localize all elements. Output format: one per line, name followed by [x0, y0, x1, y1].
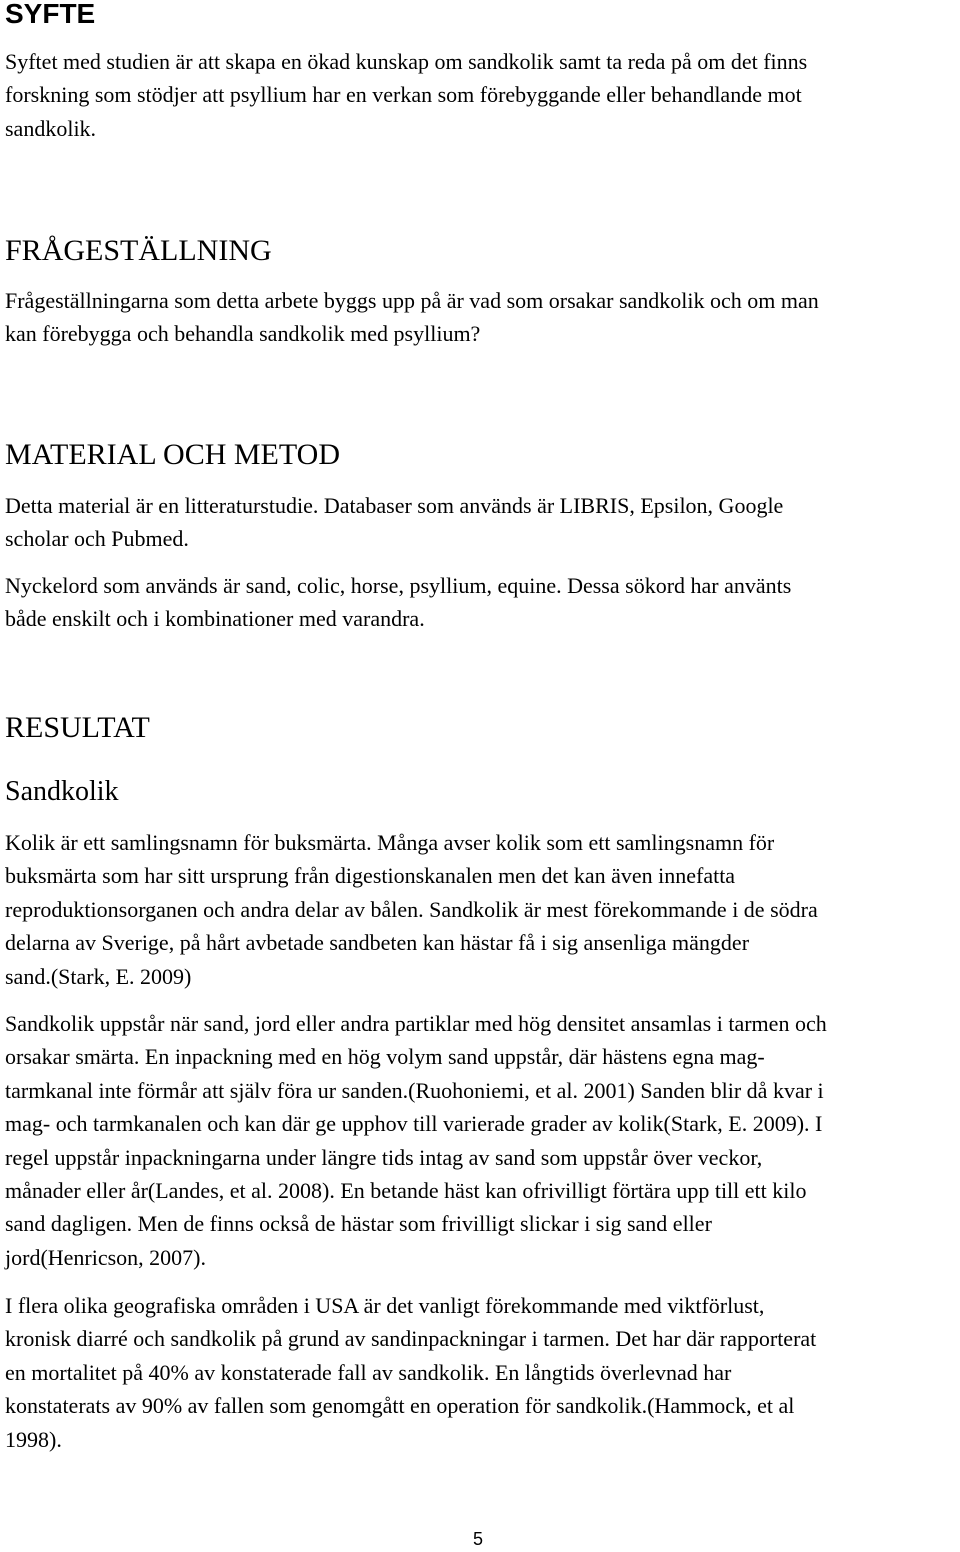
heading-syfte: SYFTE [5, 0, 96, 29]
text-line: Detta material är en litteraturstudie. Databaser som används är LIBRIS, Epsilon, Google [5, 493, 784, 518]
heading-fragestallning: FRÅGESTÄLLNING [5, 234, 272, 267]
text-line: Nyckelord som används är sand, colic, horse, psyllium, equine. Dessa sökord har använts [5, 573, 792, 598]
text-line: sandkolik. [5, 115, 97, 141]
text-line: buksmärta som har sitt ursprung från digestionskanalen men det kan även innefatta [5, 863, 736, 889]
page-number: 5 [473, 1529, 484, 1549]
text-line: Syftet med studien är att skapa en ökad kunskap om sandkolik samt ta reda på om det finns [5, 49, 808, 74]
text-line: mag- och tarmkanalen och kan där ge upphov till varierade grader av kolik(Stark, E. 2009). I [5, 1111, 823, 1137]
text-line: sand dagligen. Men de finns också de hästar som frivilligt slickar i sig sand eller [5, 1211, 712, 1237]
subheading-sandkolik: Sandkolik [5, 776, 119, 807]
text-line: konstaterats av 90% av fallen som genomgått en operation för sandkolik.(Hammock, et al [5, 1393, 795, 1419]
text-line: orsakar smärta. En inpackning med en hög volym sand uppstår, där hästens egna mag- [5, 1044, 765, 1070]
text-line: reproduktionsorganen och andra delar av bålen. Sandkolik är mest förekommande i de södra [5, 896, 818, 922]
text-line: månader eller år(Landes, et al. 2008). En betande häst kan ofrivilligt förtära upp till ett kilo [5, 1178, 807, 1204]
text-line: delarna av Sverige, på hårt avbetade sandbeten kan hästar få i sig ansenliga mängder [5, 930, 750, 956]
paragraph-resultat-1 [5, 826, 818, 993]
text-line: 1998). [5, 1426, 62, 1452]
text-line: Sandkolik uppstår när sand, jord eller andra partiklar med hög densitet ansamlas i tarmen och [5, 1011, 827, 1036]
paragraph-resultat-2 [5, 1007, 827, 1274]
text-line: scholar och Pubmed. [5, 526, 189, 552]
paragraph-fragestallning [5, 284, 819, 351]
text-line: kronisk diarré och sandkolik på grund av sandinpackningar i tarmen. Det har där rapporterat [5, 1326, 817, 1352]
text-line: regel uppstår inpackningarna under längre tids intag av sand som uppstår över veckor, [5, 1144, 763, 1170]
text-line: Frågeställningarna som detta arbete byggs upp på är vad som orsakar sandkolik och om man [5, 288, 819, 313]
text-line: tarmkanal inte förmår att själv föra ur sanden.(Ruohoniemi, et al. 2001) Sanden blir då kvar i [5, 1077, 824, 1103]
heading-material-och-metod: MATERIAL OCH METOD [5, 438, 340, 471]
paragraph-material-2 [5, 569, 791, 636]
text-line: jord(Henricson, 2007). [5, 1244, 207, 1270]
text-line: Kolik är ett samlingsnamn för buksmärta. Många avser kolik som ett samlingsnamn för [5, 830, 775, 855]
text-line: forskning som stödjer att psyllium har en verkan som förebyggande eller behandlande mot [5, 82, 802, 108]
text-line: I flera olika geografiska områden i USA är det vanligt förekommande med viktförlust, [5, 1293, 765, 1318]
text-line: kan förebygga och behandla sandkolik med psyllium? [5, 321, 481, 347]
paragraph-material-1 [5, 489, 783, 556]
text-line: både enskilt och i kombinationer med varandra. [5, 606, 425, 632]
paragraph-syfte [5, 45, 807, 145]
heading-resultat: RESULTAT [5, 711, 150, 744]
text-line: en mortalitet på 40% av konstaterade fall av sandkolik. En långtids överlevnad har [5, 1359, 732, 1385]
text-line: sand.(Stark, E. 2009) [5, 963, 192, 989]
paragraph-resultat-3 [5, 1289, 816, 1456]
